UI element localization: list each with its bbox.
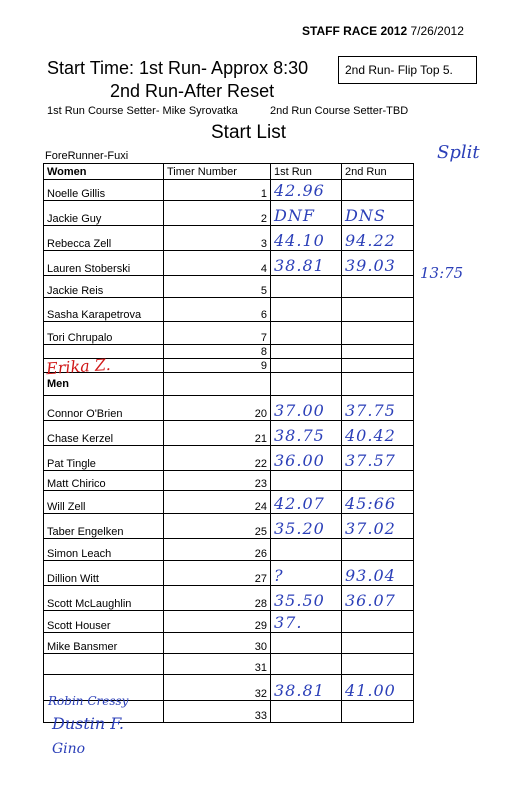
flip-top-text: 2nd Run- Flip Top 5. — [345, 63, 453, 77]
racer-name: Mike Bansmer — [44, 633, 164, 654]
col-timer-number: Timer Number — [164, 164, 271, 180]
second-run-note: 2nd Run-After Reset — [110, 81, 275, 101]
run2-time — [342, 322, 414, 345]
timer-number: 21 — [164, 421, 271, 446]
run1-time: 38.75 — [271, 421, 342, 446]
empty-cell — [342, 373, 414, 396]
racer-name: Jackie Guy — [44, 201, 164, 226]
timer-number: 6 — [164, 298, 271, 322]
run1-time — [271, 633, 342, 654]
timer-number: 23 — [164, 471, 271, 491]
run2-time — [342, 359, 414, 373]
timer-number: 25 — [164, 514, 271, 539]
run2-time — [342, 611, 414, 633]
timer-number: 7 — [164, 322, 271, 345]
timer-number: 32 — [164, 675, 271, 701]
timer-number: 33 — [164, 701, 271, 723]
timer-number: 24 — [164, 491, 271, 514]
run1-time: 38.81 — [271, 251, 342, 276]
racer-name: Chase Kerzel — [44, 421, 164, 446]
handwritten-name-31: Robin Cressy — [48, 694, 129, 708]
run1-time — [271, 539, 342, 561]
run2-time — [342, 633, 414, 654]
timer-number: 26 — [164, 539, 271, 561]
col-run1: 1st Run — [271, 164, 342, 180]
table-row — [44, 226, 414, 251]
table-row — [44, 539, 414, 561]
run1-time — [271, 298, 342, 322]
racer-name: Pat Tingle — [44, 446, 164, 471]
course-setter-2: 2nd Run Course Setter-TBD — [270, 105, 409, 117]
table-row — [44, 446, 414, 471]
table-row — [44, 180, 414, 201]
run1-time: 42.07 — [271, 491, 342, 514]
run1-time: DNF — [271, 201, 342, 226]
timer-number: 28 — [164, 586, 271, 611]
run2-time — [342, 180, 414, 201]
handwritten-red-name: Erika Z. — [45, 354, 112, 379]
run2-time: 37.75 — [342, 396, 414, 421]
run1-time: 35.50 — [271, 586, 342, 611]
run2-time: 41.00 — [342, 675, 414, 701]
run1-time: 44.10 — [271, 226, 342, 251]
table-row — [44, 421, 414, 446]
racer-name: Sasha Karapetrova — [44, 298, 164, 322]
timer-number: 27 — [164, 561, 271, 586]
racer-name: Rebecca Zell — [44, 226, 164, 251]
run2-time — [342, 298, 414, 322]
table-row — [44, 611, 414, 633]
racer-name: Taber Engelken — [44, 514, 164, 539]
handwritten-name-33: Gino — [52, 741, 86, 757]
table-row — [44, 491, 414, 514]
col-women: Women — [44, 164, 164, 180]
run2-time: DNS — [342, 201, 414, 226]
start-list-body — [44, 164, 414, 723]
table-row — [44, 396, 414, 421]
racer-name: Connor O'Brien — [44, 396, 164, 421]
handwritten-name-32: Dustin F. — [52, 714, 124, 733]
start-list-table — [43, 163, 414, 723]
table-row — [44, 471, 414, 491]
forerunner: ForeRunner-Fuxi — [45, 150, 129, 162]
run1-time — [271, 701, 342, 723]
empty-cell — [164, 373, 271, 396]
run1-time: 36.00 — [271, 446, 342, 471]
table-row — [44, 561, 414, 586]
table-row — [44, 201, 414, 226]
racer-name: Noelle Gillis — [44, 180, 164, 201]
empty-cell — [271, 373, 342, 396]
men-section-row — [44, 373, 414, 396]
racer-name: Matt Chirico — [44, 471, 164, 491]
table-row — [44, 633, 414, 654]
run1-time — [271, 654, 342, 675]
racer-name: Simon Leach — [44, 539, 164, 561]
run1-time: 35.20 — [271, 514, 342, 539]
run2-time — [342, 345, 414, 359]
timer-number: 4 — [164, 251, 271, 276]
timer-number: 29 — [164, 611, 271, 633]
run1-time: 37.00 — [271, 396, 342, 421]
run1-time — [271, 359, 342, 373]
timer-number: 2 — [164, 201, 271, 226]
racer-name: Tori Chrupalo — [44, 322, 164, 345]
table-row — [44, 586, 414, 611]
run1-time — [271, 471, 342, 491]
timer-number: 30 — [164, 633, 271, 654]
table-row — [44, 322, 414, 345]
col-run2: 2nd Run — [342, 164, 414, 180]
run1-time — [271, 345, 342, 359]
timer-number: 9 — [164, 359, 271, 373]
race-title-text: STAFF RACE 2012 — [302, 24, 408, 38]
racer-name: Jackie Reis — [44, 276, 164, 298]
run1-time: 42.96 — [271, 180, 342, 201]
start-time: Start Time: 1st Run- Approx 8:30 — [47, 58, 309, 78]
timer-number: 20 — [164, 396, 271, 421]
run1-time: 37. — [271, 611, 342, 633]
run1-time — [271, 322, 342, 345]
timer-number: 31 — [164, 654, 271, 675]
table-row — [44, 276, 414, 298]
timer-number: 1 — [164, 180, 271, 201]
run2-time — [342, 471, 414, 491]
timer-number: 3 — [164, 226, 271, 251]
run2-time — [342, 701, 414, 723]
timer-number: 22 — [164, 446, 271, 471]
run2-time — [342, 276, 414, 298]
run1-time: ? — [271, 561, 342, 586]
handwritten-split: Split — [437, 142, 480, 163]
handwritten-split-time: 13:75 — [420, 264, 464, 282]
run2-time — [342, 654, 414, 675]
timer-number: 5 — [164, 276, 271, 298]
course-setter-1: 1st Run Course Setter- Mike Syrovatka — [47, 105, 238, 117]
run2-time: 39.03 — [342, 251, 414, 276]
race-date: 7/26/2012 — [410, 24, 464, 38]
table-header-row — [44, 164, 414, 180]
table-row — [44, 298, 414, 322]
run1-time — [271, 276, 342, 298]
racer-name: Scott McLaughlin — [44, 586, 164, 611]
run2-time: 37.02 — [342, 514, 414, 539]
racer-name — [44, 654, 164, 675]
table-row — [44, 514, 414, 539]
race-title — [302, 24, 464, 38]
run1-time: 38.81 — [271, 675, 342, 701]
table-row — [44, 251, 414, 276]
racer-name: Dillion Witt — [44, 561, 164, 586]
run2-time: 93.04 — [342, 561, 414, 586]
racer-name: Lauren Stoberski — [44, 251, 164, 276]
run2-time — [342, 539, 414, 561]
racer-name: Scott Houser — [44, 611, 164, 633]
run2-time: 45:66 — [342, 491, 414, 514]
run2-time: 94.22 — [342, 226, 414, 251]
run2-time: 36.07 — [342, 586, 414, 611]
run2-time: 40.42 — [342, 421, 414, 446]
men-label: Men — [44, 373, 164, 396]
timer-number: 8 — [164, 345, 271, 359]
table-row — [44, 654, 414, 675]
run2-time: 37.57 — [342, 446, 414, 471]
start-list-heading: Start List — [211, 122, 286, 143]
flip-top-box — [338, 56, 477, 84]
racer-name: Will Zell — [44, 491, 164, 514]
